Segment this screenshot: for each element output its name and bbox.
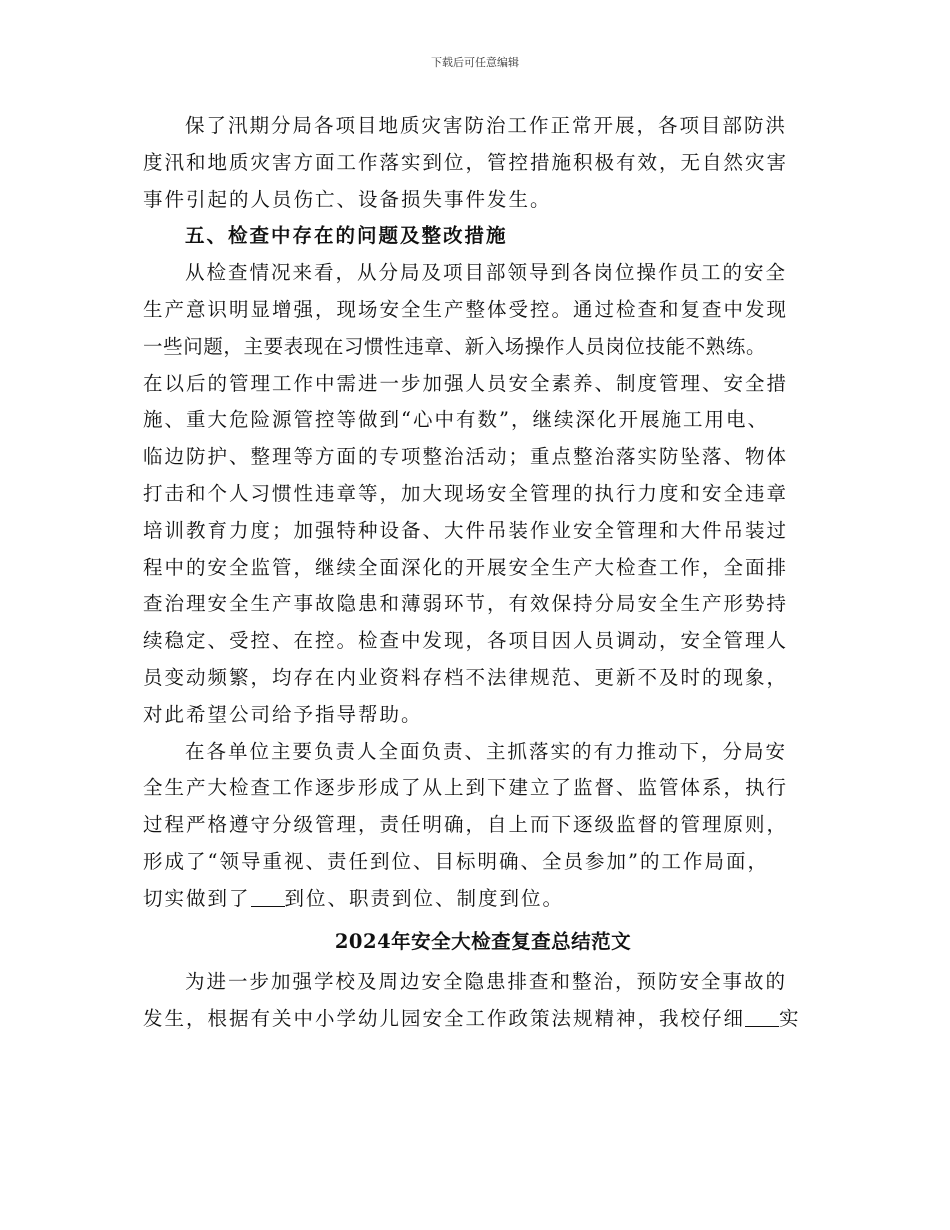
paragraph-line: 在各单位主要负责人全面负责、主抓落实的有力推动下，分局安 <box>185 739 788 763</box>
paragraph-line: 全生产大检查工作逐步形成了从上到下建立了监督、监管体系，执行 <box>143 776 789 800</box>
blank-underline <box>745 1006 779 1027</box>
paragraph-line: 程中的安全监管，继续全面深化的开展安全生产大检查工作，全面排 <box>143 555 789 579</box>
text-span: 实 <box>779 1007 801 1031</box>
paragraph-line: 查治理安全生产事故隐患和薄弱环节，有效保持分局安全生产形势持 <box>143 592 789 616</box>
paragraph-line: 度汛和地质灾害方面工作落实到位，管控措施积极有效，无自然灾害 <box>143 150 789 174</box>
header-note: 下载后可任意编辑 <box>431 56 519 69</box>
document-body <box>143 108 823 1038</box>
paragraph-line: 培训教育力度；加强特种设备、大件吊装作业安全管理和大件吊装过 <box>143 518 789 542</box>
paragraph-line: 临边防护、整理等方面的专项整治活动；重点整治落实防坠落、物体 <box>143 445 789 469</box>
paragraph-line: 施、重大危险源管控等做到“心中有数”，继续深化开展施工用电、 <box>143 408 769 432</box>
paragraph-line: 续稳定、受控、在控。检查中发现，各项目因人员调动，安全管理人 <box>143 629 789 653</box>
blank-underline <box>251 886 285 907</box>
paragraph-line: 为进一步加强学校及周边安全隐患排查和整治，预防安全事故的 <box>185 970 788 994</box>
paragraph-line: 员变动频繁，均存在内业资料存档不法律规范、更新不及时的现象， <box>143 665 789 689</box>
document-title: 2024年安全大检查复查总结范文 <box>334 929 632 953</box>
paragraph-line <box>143 881 823 918</box>
section-heading: 五、检查中存在的问题及整改措施 <box>185 224 508 248</box>
text-span: 切实做到了 <box>143 886 251 910</box>
text-span: 到位、职责到位、制度到位。 <box>284 886 565 910</box>
paragraph-line: 打击和个人习惯性违章等，加大现场安全管理的执行力度和安全违章 <box>143 481 789 505</box>
paragraph-line <box>143 1001 823 1038</box>
paragraph-line: 事件引起的人员伤亡、设备损失事件发生。 <box>143 187 552 211</box>
text-span: 发生，根据有关中小学幼儿园安全工作政策法规精神，我校仔细 <box>143 1007 746 1031</box>
paragraph-line: 生产意识明显增强，现场安全生产整体受控。通过检查和复查中发现 <box>143 297 789 321</box>
paragraph-line: 一些问题，主要表现在习惯性违章、新入场操作人员岗位技能不熟练。 <box>143 334 767 358</box>
paragraph-line: 在以后的管理工作中需进一步加强人员安全素养、制度管理、安全措 <box>143 371 789 395</box>
paragraph-line: 从检查情况来看，从分局及项目部领导到各岗位操作员工的安全 <box>185 261 788 285</box>
paragraph-line: 形成了“领导重视、责任到位、目标明确、全员参加”的工作局面， <box>143 849 769 873</box>
paragraph-line: 过程严格遵守分级管理，责任明确，自上而下逐级监督的管理原则， <box>143 813 789 837</box>
paragraph-line: 保了汛期分局各项目地质灾害防治工作正常开展，各项目部防洪 <box>185 114 788 137</box>
paragraph-line: 对此希望公司给予指导帮助。 <box>143 702 423 726</box>
